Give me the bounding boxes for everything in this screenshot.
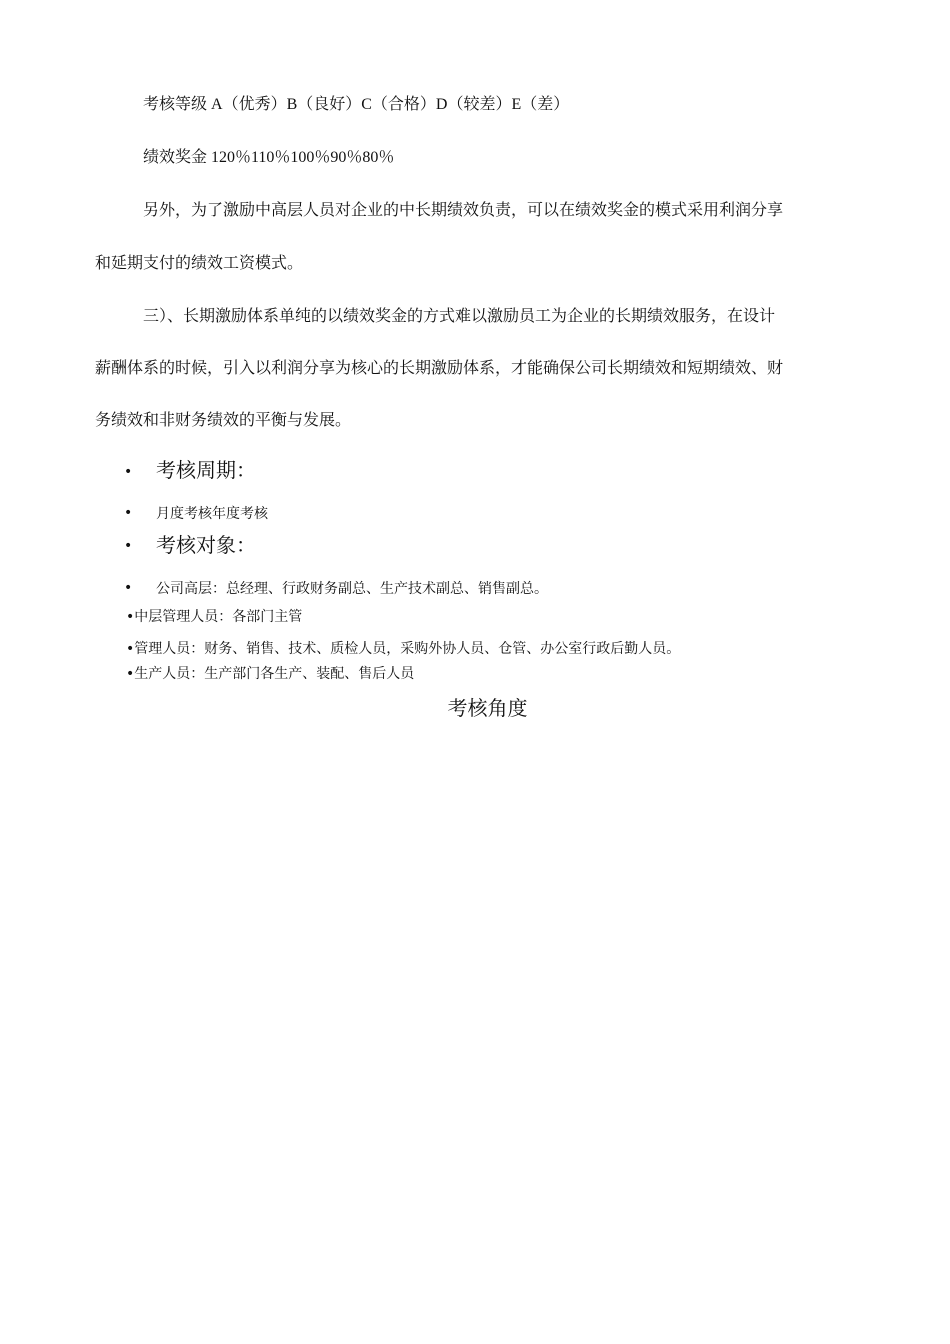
cycle-heading: 考核周期： <box>156 458 256 482</box>
grade-label: 考核等级 <box>143 94 208 113</box>
objects-item: 生产人员：生产部门各生产、装配、售后人员 <box>134 666 415 682</box>
grade-values: A（优秀）B（良好）C（合格）D（较差）E（差） <box>211 96 570 113</box>
angle-title: 考核角度 <box>447 696 528 720</box>
bonus-values: 120％110％100％90％80％ <box>211 149 395 166</box>
paragraph-other-line2: 和延期支付的绩效工资模式。 <box>95 253 304 272</box>
paragraph-three-line2: 薪酬体系的时候，引入以利润分享为核心的长期激励体系，才能确保公司长期绩效和短期绩效、财 <box>95 358 784 377</box>
objects-item-row <box>126 665 414 683</box>
objects-item: 公司高层：总经理、行政财务副总、生产技术副总、销售副总。 <box>156 581 548 597</box>
grade-line <box>143 94 569 115</box>
bullet-icon: • <box>126 666 135 682</box>
paragraph-three-line1: 三）、长期激励体系单纯的以绩效奖金的方式难以激励员工为企业的长期绩效服务，在设计 <box>143 306 776 325</box>
bullet-icon: • <box>124 580 133 596</box>
bonus-label: 绩效奖金 <box>143 147 208 166</box>
objects-item: 中层管理人员：各部门主管 <box>134 609 303 625</box>
bullet-icon: • <box>124 464 133 480</box>
bullet-icon: • <box>126 609 135 625</box>
bonus-line <box>143 147 394 168</box>
objects-item-row <box>126 640 680 658</box>
bullet-icon: • <box>126 641 135 657</box>
cycle-item: 月度考核年度考核 <box>156 506 268 522</box>
objects-item: 管理人员：财务、销售、技术、质检人员，采购外协人员、仓管、办公室行政后勤人员。 <box>134 641 681 657</box>
bullet-icon: • <box>124 538 133 554</box>
bullet-icon: • <box>124 505 133 521</box>
objects-heading: 考核对象： <box>156 533 256 557</box>
paragraph-other-line1: 另外，为了激励中高层人员对企业的中长期绩效负责，可以在绩效奖金的模式采用利润分享 <box>143 200 784 219</box>
paragraph-three-line3: 务绩效和非财务绩效的平衡与发展。 <box>95 410 352 429</box>
objects-item-row <box>126 608 302 626</box>
